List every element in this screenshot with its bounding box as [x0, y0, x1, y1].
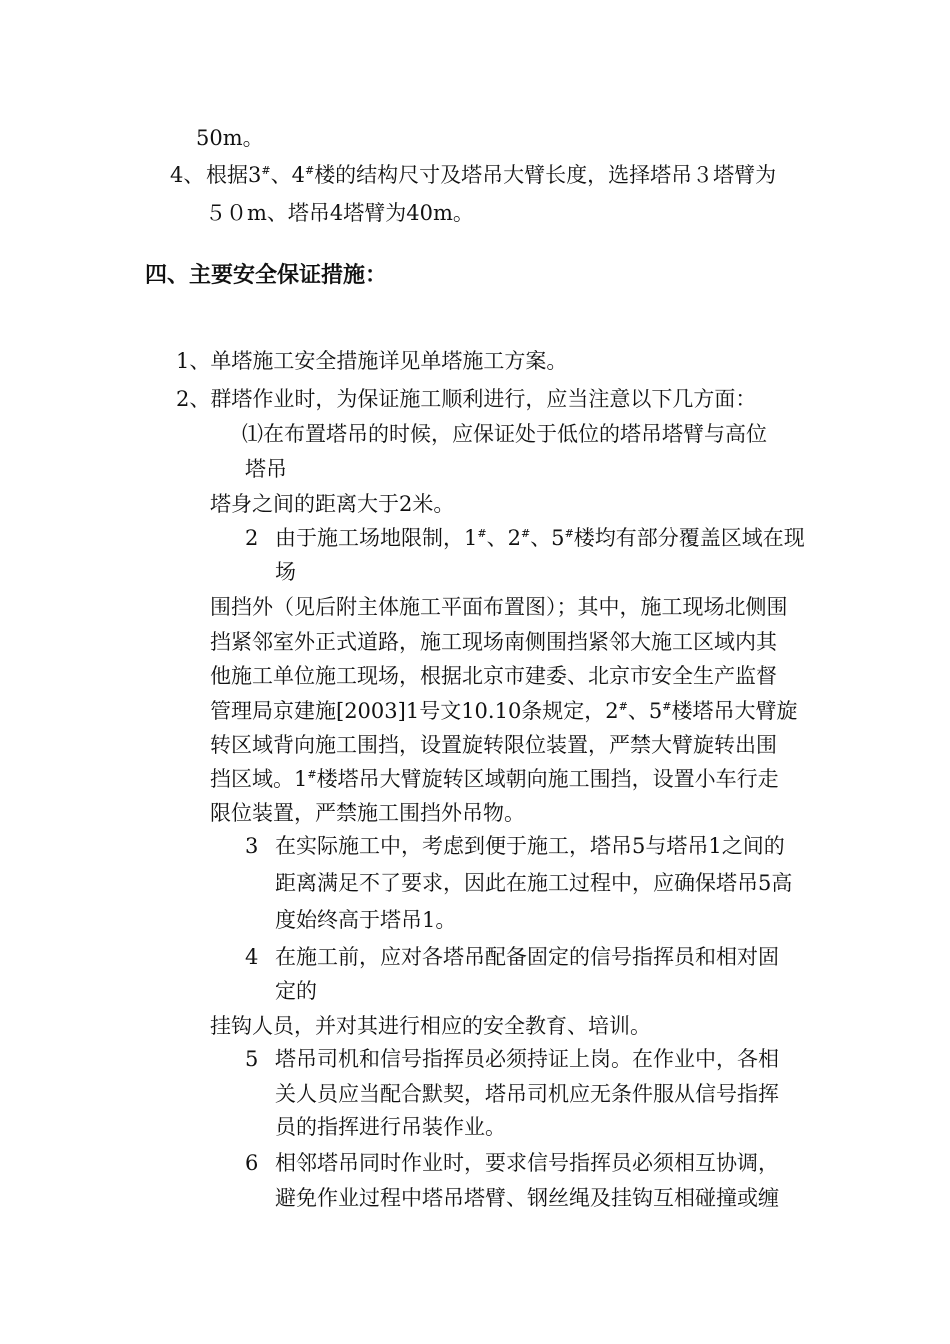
point-4-line-1: 在施工前，应对各塔吊配备固定的信号指挥员和相对固: [275, 945, 779, 969]
point-6-line-2: 避免作业过程中塔吊塔臂、钢丝绳及挂钩互相碰撞或缠: [275, 1186, 779, 1210]
measure-1: 1、单塔施工安全措施详见单塔施工方案。: [176, 349, 568, 373]
point-3-line-2: 距离满足不了要求，因此在施工过程中，应确保塔吊5高: [275, 871, 793, 895]
text-segment: 管理局京建施[2003]1号文10.10条规定，2: [210, 699, 619, 723]
point-5-line-3: 员的指挥进行吊装作业。: [275, 1115, 506, 1139]
point-4-line-3: 挂钩人员，并对其进行相应的安全教育、培训。: [210, 1014, 651, 1038]
superscript: #: [618, 700, 628, 713]
item-4-line-1: [206, 161, 776, 189]
superscript: #: [520, 527, 531, 540]
point-2-line-6: [210, 697, 797, 725]
point-2-line-7: 转区域背向施工围挡，设置旋转限位装置，严禁大臂旋转出围: [210, 733, 777, 757]
point-2-line-4: 挡紧邻室外正式道路，施工现场南侧围挡紧邻大施工区域内其: [210, 630, 777, 654]
point-3-number: 3: [245, 834, 259, 858]
point-4-number: 4: [245, 945, 259, 969]
text-segment: 挡区域。1: [210, 767, 308, 791]
text-segment: 根据3: [206, 163, 262, 187]
point-2-line-3: 围挡外（见后附主体施工平面布置图）；其中，施工现场北侧围: [210, 595, 788, 619]
point-6-line-1: 相邻塔吊同时作业时，要求信号指挥员必须相互协调，: [275, 1151, 779, 1175]
point-2-line-5: 他施工单位施工现场，根据北京市建委、北京市安全生产监督: [210, 664, 777, 688]
point-5-number: 5: [245, 1047, 259, 1071]
superscript: #: [307, 768, 317, 781]
point-1-line-2: 塔吊: [245, 457, 287, 481]
point-4-line-2: 定的: [275, 979, 317, 1003]
text-segment: 楼塔吊大臂旋: [671, 699, 798, 723]
point-5-line-2: 关人员应当配合默契，塔吊司机应无条件服从信号指挥: [275, 1082, 779, 1106]
point-3-line-1: 在实际施工中，考虑到便于施工，塔吊5与塔吊1之间的: [275, 834, 785, 858]
text-segment: 楼的结构尺寸及塔吊大臂长度，选择塔吊３塔臂为: [314, 163, 777, 187]
text-segment: 、4: [270, 163, 305, 187]
item-4-number: 4、: [170, 163, 205, 187]
text-segment: 、5: [627, 699, 663, 723]
text-segment: 楼均有部分覆盖区域在现: [573, 526, 805, 550]
superscript: #: [564, 527, 574, 540]
text-segment: 、5: [530, 526, 565, 550]
point-6-number: 6: [245, 1151, 259, 1175]
superscript: #: [261, 164, 271, 177]
measure-2: 2、群塔作业时，为保证施工顺利进行，应当注意以下几方面：: [176, 387, 757, 411]
superscript: #: [304, 164, 315, 177]
text-segment: 由于施工场地限制，1: [275, 526, 478, 550]
superscript: #: [477, 527, 487, 540]
point-2-line-8: [210, 765, 779, 793]
text-segment: 、2: [486, 526, 521, 550]
superscript: #: [662, 700, 672, 713]
point-2-line-2: 场: [275, 560, 296, 584]
point-1-line-3: 塔身之间的距离大于2米。: [210, 492, 455, 516]
item-4-line-2: ５０m、塔吊4塔臂为40m。: [205, 201, 474, 225]
section-4-title: 四、主要安全保证措施：: [145, 263, 388, 288]
point-2-line-1: [275, 524, 805, 552]
point-1-line-1: ⑴在布置塔吊的时候，应保证处于低位的塔吊塔臂与高位: [242, 422, 767, 446]
point-2-line-9: 限位装置，严禁施工围挡外吊物。: [210, 801, 525, 825]
point-2-number: 2: [245, 526, 259, 550]
point-3-line-3: 度始终高于塔吊1。: [275, 908, 457, 932]
text-segment: 楼塔吊大臂旋转区域朝向施工围挡，设置小车行走: [316, 767, 779, 791]
point-5-line-1: 塔吊司机和信号指挥员必须持证上岗。在作业中，各相: [275, 1047, 779, 1071]
text-line-50m: 50m。: [196, 126, 264, 150]
